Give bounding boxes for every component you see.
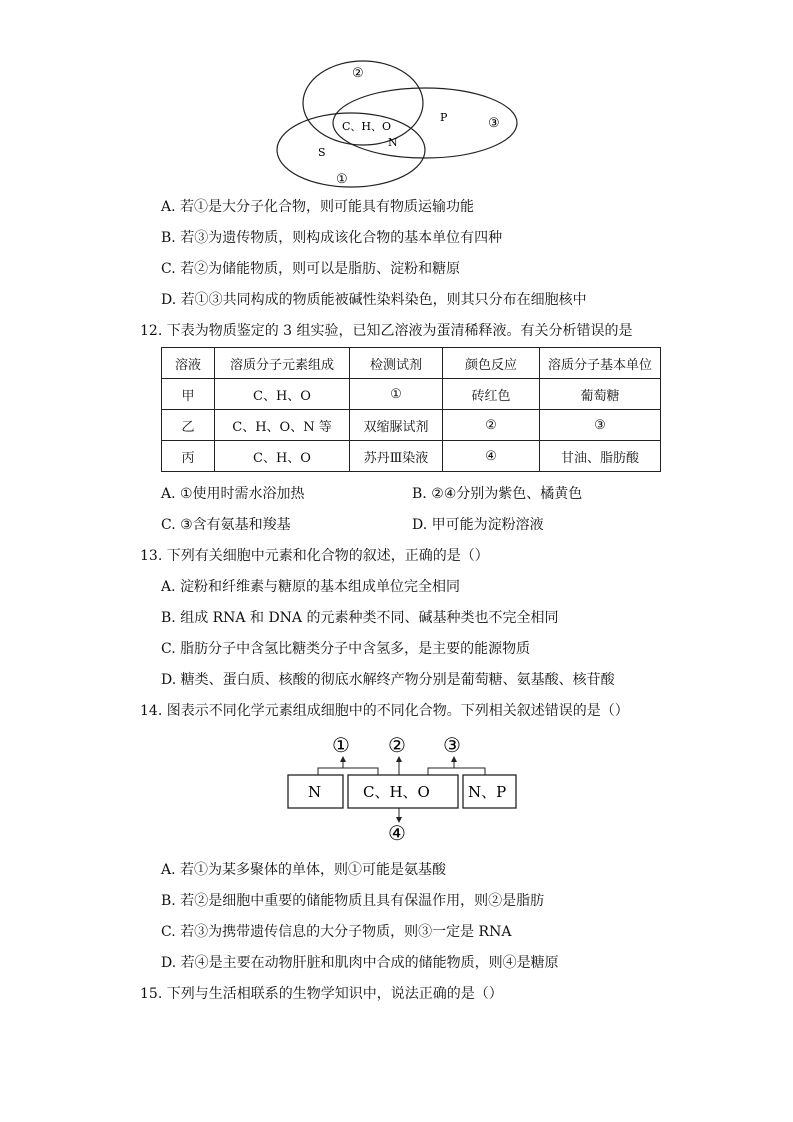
table-header: 颜色反应 — [443, 348, 540, 379]
diagram-label-2: ② — [388, 733, 406, 757]
table-header: 溶质分子元素组成 — [215, 348, 350, 379]
venn-center-label: C、H、O — [342, 120, 392, 133]
q13-option-b: B. 组成 RNA 和 DNA 的元素种类不同、碱基种类也不完全相同 — [161, 610, 559, 626]
venn-label-n: N — [388, 136, 398, 149]
table-cell: 苏丹Ⅲ染液 — [350, 441, 443, 472]
table-header: 溶液 — [162, 348, 215, 379]
table-header-row — [162, 348, 661, 379]
table-cell: C、H、O — [215, 379, 350, 410]
q13-option-d: D. 糖类、蛋白质、核酸的彻底水解终产物分别是葡萄糖、氨基酸、核苷酸 — [161, 672, 615, 688]
arrow-to-3 — [428, 768, 485, 775]
q14-option-b: B. 若②是细胞中重要的储能物质且具有保温作用，则②是脂肪 — [161, 893, 545, 909]
table-cell: ④ — [443, 441, 540, 472]
q11-option-d: D. 若①③共同构成的物质能被碱性染料染色，则其只分布在细胞核中 — [161, 292, 587, 308]
table-cell: ① — [350, 379, 443, 410]
table-cell: 砖红色 — [443, 379, 540, 410]
q12-option-d: D. 甲可能为淀粉溶液 — [412, 517, 544, 533]
table-cell: 甲 — [162, 379, 215, 410]
diagram-label-3: ③ — [443, 733, 461, 757]
q12-stem: 12. 下表为物质鉴定的 3 组实验，已知乙溶液为蛋清稀释液。有关分析错误的是 — [140, 323, 633, 339]
arrow-to-1 — [318, 768, 378, 775]
q13-stem: 13. 下列有关细胞中元素和化合物的叙述，正确的是（） — [140, 548, 489, 564]
venn-label-1: ① — [336, 172, 348, 187]
q11-option-b: B. 若③为遗传物质，则构成该化合物的基本单位有四种 — [161, 230, 503, 246]
q14-option-a: A. 若①为某多聚体的单体，则①可能是氨基酸 — [161, 862, 447, 878]
table-cell: ② — [443, 410, 540, 441]
table-row — [162, 379, 661, 410]
q14-stem: 14. 图表示不同化学元素组成细胞中的不同化合物。下列相关叙述错误的是（） — [140, 703, 629, 719]
table-cell: 双缩脲试剂 — [350, 410, 443, 441]
table-cell: 乙 — [162, 410, 215, 441]
q14-diagram — [285, 730, 520, 848]
table-cell: ③ — [540, 410, 661, 441]
diagram-label-4: ④ — [388, 821, 406, 845]
table-cell: 甘油、脂肪酸 — [540, 441, 661, 472]
box-cho-label: C、H、O — [363, 783, 430, 801]
q13-option-a: A. 淀粉和纤维素与糖原的基本组成单位完全相同 — [161, 579, 461, 595]
venn-label-3: ③ — [488, 116, 500, 131]
table-cell: 葡萄糖 — [540, 379, 661, 410]
venn-label-2: ② — [352, 66, 364, 81]
table-row — [162, 410, 661, 441]
box-np-label: N、P — [468, 783, 507, 801]
q11-option-c: C. 若②为储能物质，则可以是脂肪、淀粉和糖原 — [161, 261, 461, 277]
q12-table — [161, 347, 661, 472]
q13-option-c: C. 脂肪分子中含氢比糖类分子中含氢多，是主要的能源物质 — [161, 641, 531, 657]
venn-label-p: P — [440, 111, 448, 124]
diagram-label-1: ① — [332, 733, 350, 757]
q12-option-c: C. ③含有氨基和羧基 — [161, 517, 291, 533]
q14-option-d: D. 若④是主要在动物肝脏和肌肉中合成的储能物质，则④是糖原 — [161, 955, 559, 971]
q15-stem: 15. 下列与生活相联系的生物学知识中，说法正确的是（） — [140, 986, 503, 1002]
table-cell: C、H、O、N 等 — [215, 410, 350, 441]
table-header: 溶质分子基本单位 — [540, 348, 661, 379]
venn-diagram — [270, 55, 530, 195]
q12-option-b: B. ②④分别为紫色、橘黄色 — [412, 486, 583, 502]
q14-option-c: C. 若③为携带遗传信息的大分子物质，则③一定是 RNA — [161, 924, 512, 940]
table-cell: C、H、O — [215, 441, 350, 472]
venn-label-s: S — [318, 146, 326, 159]
table-header: 检测试剂 — [350, 348, 443, 379]
q11-option-a: A. 若①是大分子化合物，则可能具有物质运输功能 — [161, 199, 475, 215]
table-row — [162, 441, 661, 472]
table-cell: 丙 — [162, 441, 215, 472]
q12-option-a: A. ①使用时需水浴加热 — [161, 486, 305, 502]
box-n-label: N — [308, 783, 322, 801]
